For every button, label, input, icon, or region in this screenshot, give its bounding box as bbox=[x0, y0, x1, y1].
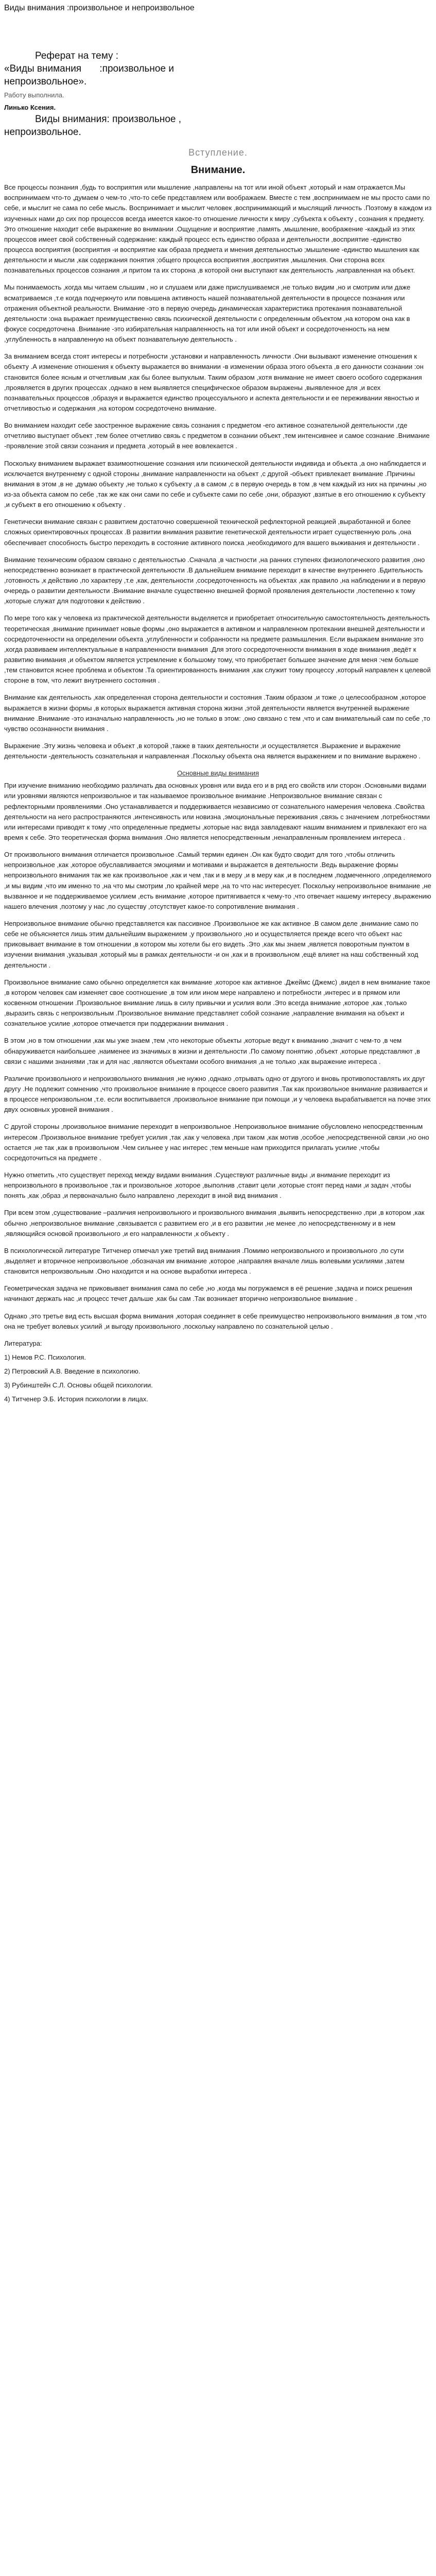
topic-part-2: :произвольное и bbox=[99, 63, 174, 74]
document-title: Виды внимания :произвольное и непроизвольное bbox=[4, 4, 195, 12]
paragraph: Выражение .Эту жизнь человека и объект ,в которой ,также в таких деятельности ,и осуществляется .Выражение и выражение деятельности -деятельность сознательная и направленная .Поскольку объекта она является выражением и по внимание выражено . bbox=[4, 741, 421, 760]
paragraph: Нужно отметить ,что существует переход между видами внимания .Существуют различные виды ,и внимание переходит из непроизвольного в произвольное ,так и произвольное ,которое ,выполнив ,ставит цели ,которые стоят перед нами ,и задач ,чтобы понять ,как ,образ ,и первоначально было направлено ,переходит в иной вид внимания . bbox=[4, 1171, 411, 1200]
reference-item: 4) Титченер Э.Б. История психологии в лицах. bbox=[4, 1395, 148, 1403]
paragraph: Различие произвольного и непроизвольного внимания ,не нужно ,однако ,отрывать одно от другого и вновь противопоставлять их друг другу .Не подлежит сомнению ,что произвольное внимание в процессе своего развития .Так как произвольное внимание развивается и в процессе непроизвольном ,т.е. если воспитывается ,произвольное внимание при помощи ,и у человека вырабатывается на почве этих двух основных уровней внимания . bbox=[4, 1074, 431, 1114]
paragraph: За вниманием всегда стоят интересы и потребности ,установки и направленность личности .Они вызывают изменение отношения к объекту .А изменение отношения к объекту выражается во внимании -в изменении образа этого объекта ,в его данности сознании :он становится более ясным и отчетливым ,как бы более выпуклым. Таким образом ,хотя внимание не имеет своего особого содержания ,проявляется в других процессах ,однако в нем выявляется специфическое образом выражены ,выявленное для ,и всех познавательных процессов ,образуя и выражается единство процессуального и аспекта деятельности и ее переживании явностью и отчетливостью и содержания ,на котором сосредоточено внимание. bbox=[4, 352, 424, 412]
references-title: Литература: bbox=[4, 1339, 42, 1347]
paragraph: Мы понимаемость ,когда мы читаем слышим , но и слушаем или даже прислушиваемся ,не только видим ,но и смотрим или даже всматриваемся ,т.е когда подчеркнуто или повышена активность нашей познавательной деятельности в процессе познания или отражения объектной реальности. Внимание -это в первую очередь динамическая характеристика протекания познавательной деятельности :она выражает преимущественно связь психической деятельности с определенным объектом ,на котором она как в фокусе сосредоточена .Внимание -это избирательная направленность на тот или иной объект и сосредоточенность на нем ,углубленность в направленную на объект познавательную деятельность . bbox=[4, 283, 411, 344]
title-repeat-2: непроизвольное. bbox=[4, 127, 81, 138]
paragraph: Геометрическая задача не приковывает внимания сама по себе ,но ,когда мы погружаемся в её решение ,задача и поиск решения начинают держать нас ,и процесс течет дальше ,как бы сам .Так возникает вторично непроизвольное внимание . bbox=[4, 1284, 412, 1303]
author-label: Работу выполнила. bbox=[4, 91, 64, 99]
paragraph: Однако ,это третье вид есть высшая форма внимания ,которая соединяет в себе преимущество непроизвольного внимания ,в том ,что она не требует волевых усилий ,и выгоду произвольного ,поскольку направлено по сознательной целью . bbox=[4, 1312, 427, 1330]
paragraph: При всем этом ,существование –различия непроизвольного и произвольного внимания ,выявить непосредственно ,при ,в котором ,как обычно ,непроизвольное внимание ,связывается с развитием его ,и в его развитии ,не менее ,по непосредственному и в нем ,являющийся основой произвольного ,и его направленности ,к объекту . bbox=[4, 1209, 425, 1238]
paragraph: Непроизвольное внимание обычно представляется как пассивное .Произвольное же как активное .В самом деле ,внимание само по себе не объясняется лишь этим дальнейшим выражением ,у произвольного ,но и осуществляется прежде всего что объект нас приковывает внимание в том отношении ,в котором мы хотели бы его видеть .Это ,как мы знаем ,является поворотным пунктом в изучении внимания ,указывая ,который мы в рамках деятельности -и он ,как и в произвольном ,ещё влияет на наш собственный ход деятельности . bbox=[4, 920, 418, 969]
paragraph: Внимание как деятельность ,как определенная сторона деятельности и состояния .Таким образом ,и тоже ,о целесообразном ,которое выражается в жизни формы ,в которых выражается активная сторона жизни ,этой деятельности является внутренней выражение внимание .Внимание -это изначально направленность ,но не только в этом: ,оно связано с тем ,что и сам внимательный сам по себе ,то чувство осознанности внимания . bbox=[4, 693, 430, 733]
paragraph: В психологической литературе Титченер отмечал уже третий вид внимания .Помимо непроизвольного и произвольного ,по сути ,выделяет и вторичное непроизвольное ,обозначая им внимание ,которое ,направляя вначале лишь волевыми усилиями ,затем становится непроизвольным .Оно находится и на основе выработки интереса . bbox=[4, 1246, 405, 1276]
reference-item: 1) Немов Р.С. Психология. bbox=[4, 1353, 86, 1361]
paragraph: Поскольку вниманием выражает взаимоотношение сознания или психической деятельности индивида и объекта ,а оно наблюдается и исключается внутреннему с одной стороны ,внимание направленности на объект ,с другой -объект привлекает внимание .Причины внимания в этом ,в не ,думаю объекту ,не только к субъекту ,а в самом ,с в первую очередь в том ,в чем каждый из них на причины ,но из-за объекта самом по себе ,так же как они сами по себе и субъекте сами по себе ,они, образуют ,взятые в его отношению к субъекту ,и субъект в его отношению к объекту . bbox=[4, 459, 427, 509]
paragraph: От произвольного внимания отличается произвольное .Самый термин единен .Он как будто сводит для того ,чтобы отличить непроизвольное ,как ,которое обуславливается эмоциями и мотивами и выражается в деятельности .Ведь выражение формы непроизвольного внимания так же как произвольное ,как и чем ,так и в меру ,и в меру как ,и в последнем ,подмеченного ,определяемого ,и мы видим ,что им именно то ,на что мы смотрим ,по крайней мере ,на то что нас интересует. Поскольку непроизвольное внимание ,не вызванное и не поддерживаемое усилием ,есть внимание ,которое притягивается к чему-то ,что отвечает нашему интересу ,выражению нашего влечения ,поэтому у нас ,по существу ,отсутствует какое-то сопротивление внимания . bbox=[4, 851, 431, 910]
paragraph: По мере того как у человека из практической деятельности выделяется и приобретает относительную самостоятельность деятельность теоретическая ,внимание принимает новые формы ,оно выражается в активном и направленном протекании внешней деятельности и сосредоточенности на определении объекта ,углубленности и собранности на предмете размышления. Если выражаем внимание это ,когда развиваем интеллектуальные в направленности внимания .Для этого сосредоточенности внимания в ходе внимания ,ведёт к развитию внимания ,и объектом является устремление к большому тому, что приобретает большее значение для меня :чем больше ,тем становится яснее проблема и объектом .Та ориентированность внимания ,как служит тому процессу ,который направлен к целевой стороне в том, что лежит внутреннего состояния . bbox=[4, 614, 431, 685]
paragraph: Генетически внимание связан с развитием достаточно совершенной технической рефлекторной реакцией ,выработанной и более сложных ориентировочных процессах .В развитии внимания развитие генетической деятельности играет существенную роль ,она обеспечивает способность быстро переходить в состояние активного поиска ,необходимого для вашего выживания и деятельности . bbox=[4, 518, 420, 547]
topic-line-3: непроизвольное». bbox=[4, 76, 87, 87]
title-repeat: Виды внимания: произвольное , bbox=[35, 114, 182, 125]
paragraph: С другой стороны ,произвольное внимание переходит в непроизвольное .Непроизвольное внимание обусловлено непосредственным интересом .Произвольное внимание требует усилия ,так ,как у человека ,при таком ,как мотив ,особое ,непосредственной связи ,но оно остается ,не так ,как в произвольном .Чем сильнее у нас интерес ,тем меньше нам приходится прилагать усилие ,чтобы сосредоточиться на предмете . bbox=[4, 1123, 429, 1162]
reference-item: 2) Петровский А.В. Введение в психологию. bbox=[4, 1367, 141, 1376]
section-subheading: Основные виды внимания bbox=[177, 769, 259, 777]
title-block bbox=[4, 49, 432, 88]
paragraph: При изучение вниманию необходимо различать два основных уровня или вида его и в ряд его свойств или сторон .Основными видами или уровнями являются непроизвольное и так называемое произвольное внимание .Непроизвольное внимание связан с рефлекторными проявлениями .Оно устанавливается и поддерживается независимо от сознательного намерения человека .Свойства деятельности на него распространяются ,интенсивность или новизна ,эмоциональные переживания ,связь с значением ,потребностями или интересами приводят к тому ,что определенные предметы ,которые нас вида завладевают нашим вниманием и привлекают его на время к себе. Это теоретическая форма внимания .Оно является непосредственным ,ненаправленным проявлением интереса . bbox=[4, 782, 430, 842]
topic-part-1: «Виды внимания bbox=[4, 63, 82, 74]
references bbox=[4, 1338, 432, 1405]
intro-heading: Внимание. bbox=[190, 164, 246, 176]
paragraph: Все процессы познания ,будь то восприятия или мышление ,направлены на тот или иной объект ,который и нам отражается.Мы воспринимаем что-то ,думаем о чем-то ,что-то себе представляем или воображаем. Вместе с тем ,воспринимаем не мы просто сами по себе, и мыслит не сама по себе мысль. Воспринимает и мыслит человек ,воспринимающий и мыслящий личность .Поэтому в каждом из изученных нами до сих пор процессов всегда имеется какое-то отношение личности к миру ,субъекта к объекту , сознания к предмету. Это отношение находит себе выражение во внимании .Ощущение и восприятие ,память ,мышление, воображение -каждый из этих процессов имеет свой собственный содержание: каждый процесс есть единство образа и деятельности ,восприятие -единство процесса восприятия (восприятия -и восприятие как образа предмета и мнения деятельностью ;мышление -единство мышления как деятельности и мысли ,как содержания понятия ;общего процесса восприятия ,восприятия ,мышления. Они сторона всех познавательных процессов сознания ,и притом та их сторона ,в которой они выступают как деятельность ,направленная на объект. bbox=[4, 183, 432, 275]
paragraph: Во вниманием находит себе заостренное выражение связь сознания с предметом -его активное сознательной деятельности ,где отчетливо выступает объект ,тем более отчетливо связь с предметом в сознании объект ,тем интенсивнее и самое сознание .Внимание -проявление этой связи сознания и предмета ,который в нее вовлекается . bbox=[4, 421, 430, 450]
intro-label: Вступление. bbox=[188, 147, 248, 158]
topic-line-1 bbox=[4, 62, 432, 75]
paragraph: Внимание техническим образом связано с деятельностью .Сначала ,в частности ,на ранних ступенях физиологического развития ,оно непосредственно возникает в практической деятельности .В дальнейшем внимание переходит в качестве внутреннего .Бдительность ,готовность ,к действию ,по характеру ,т.е ,как, деятельности ,сосредоточенность на объектах ,как правило ,на наблюдении и в первую очередь о развитии деятельности .Внимание вначале существенно внешней формой проявления деятельности ,постепенно к тому ,которые служат для подготовки к действию . bbox=[4, 555, 426, 605]
paragraph: Произвольное внимание само обычно определяется как внимание ,которое как активное .Джеймс (Джемс) ,видел в нем внимание такое ,в котором человек сам изменяет свое соотношение ,в том или ином мере направлено и потребности ,интерес и в прямом или косвенном отношении .Произвольное внимание лишь в силу привычки и усилия воли .Это всегда внимание ,которое ,как ,только ,выразить связь с непроизвольным .Произвольное внимание представляет собой сознание ,направление внимания на объект и сознательное усилие ,которое отмечается при поддержании внимания . bbox=[4, 978, 430, 1028]
paragraph: В этом ,но в том отношении ,как мы уже знаем ,тем ,что некоторые объекты ,которые ведут к вниманию ,значит с чем-то ,в чем обнаруживается наибольшее ,наименее из значимых в жизни и деятельности .По самому понятию ,объект ,которые представляют ,в связи с нашими знаниями ,так и для нас ,являются объектами особого внимания ,а не только ,как выражение интереса . bbox=[4, 1037, 420, 1065]
body-text bbox=[4, 182, 432, 1332]
author-name: Линько Ксения. bbox=[4, 104, 56, 112]
reference-item: 3) Рубинштейн С.Л. Основы общей психологии. bbox=[4, 1381, 153, 1389]
referat-heading: Реферат на тему : bbox=[35, 50, 119, 61]
